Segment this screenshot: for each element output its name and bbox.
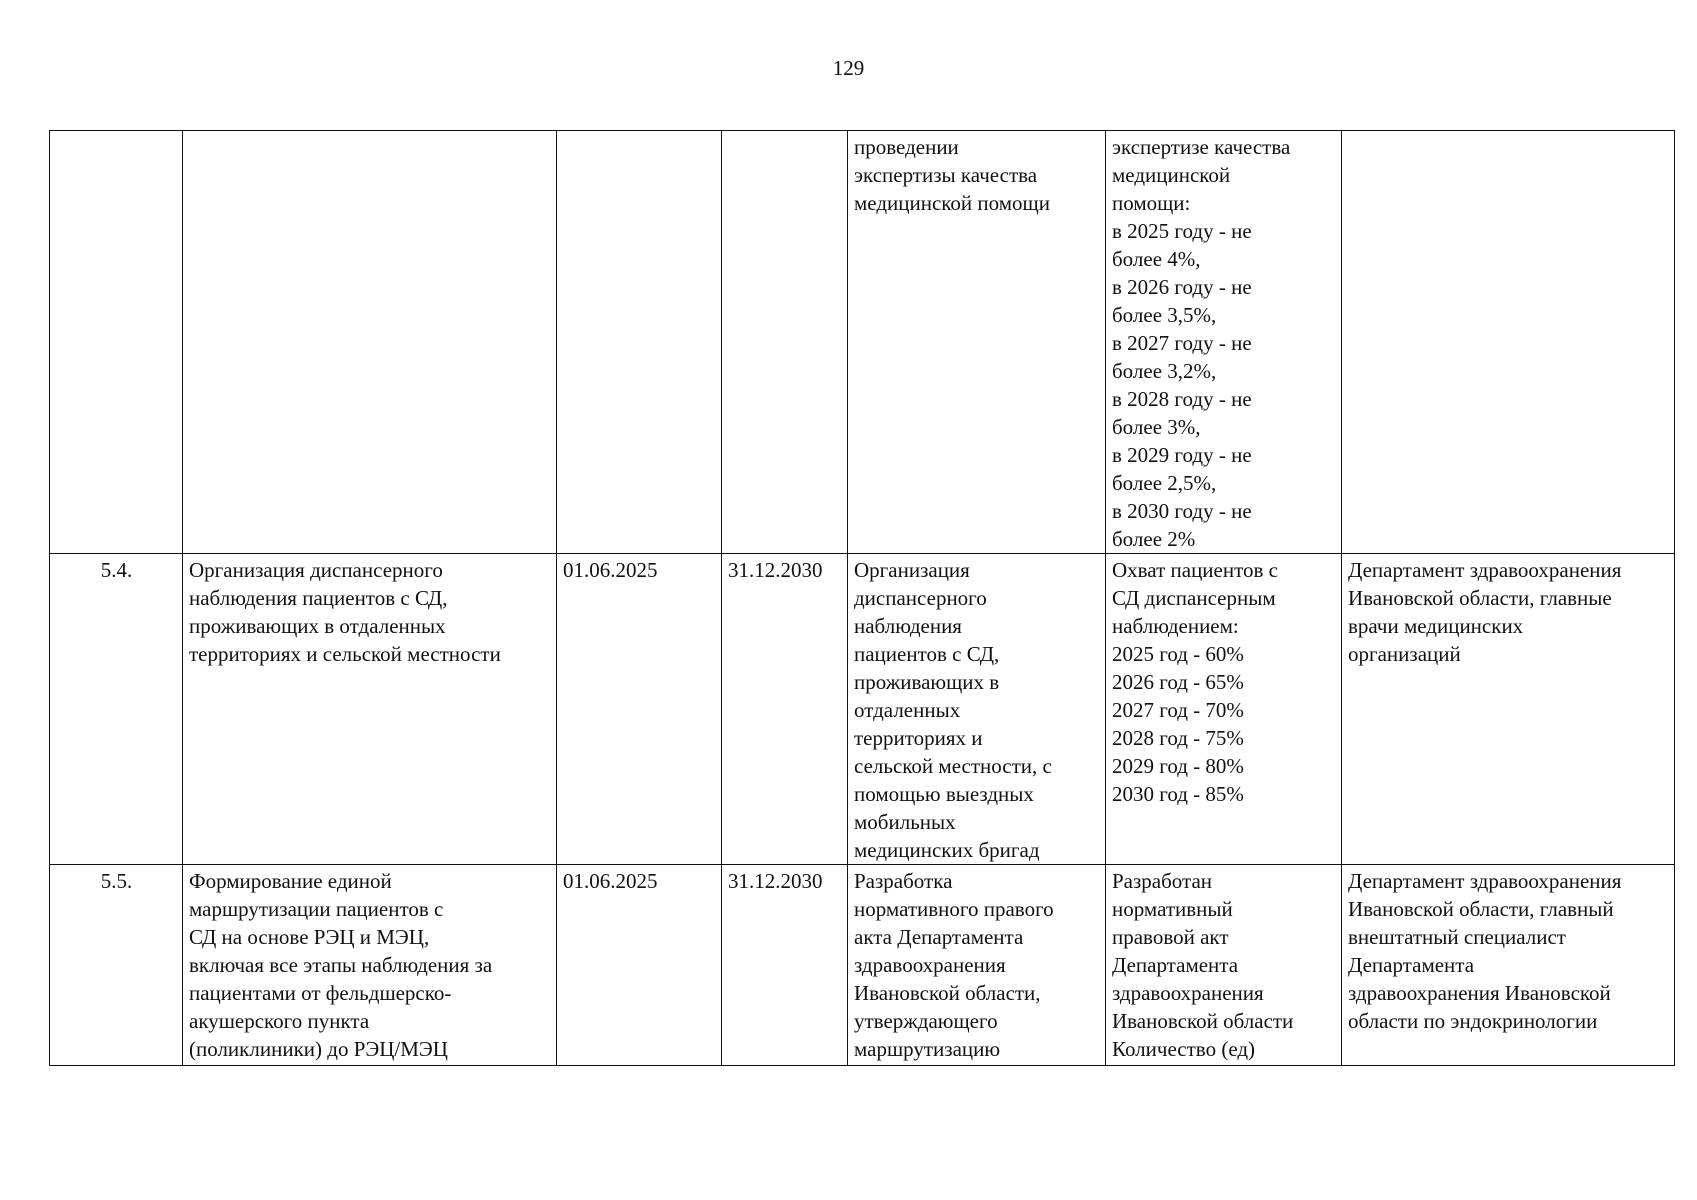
- cell-responsible: [1342, 131, 1675, 554]
- cell-number: 5.5.: [50, 865, 183, 1066]
- cell-expected-result: Организация диспансерного наблюдения пациентов с СД, проживающих в отдаленных территориях и сельской местности, с помощью выездных мобильных медицинских бригад: [848, 554, 1106, 865]
- table-row: [50, 131, 1675, 554]
- cell-end-date: [722, 131, 848, 554]
- cell-indicator: экспертизе качества медицинской помощи: в 2025 году - не более 4%, в 2026 году - не более 3,5%, в 2027 году - не более 3,2%, в 2028 году - не более 3%, в 2029 году - не более 2,5%, в 2030 году - не более 2%: [1106, 131, 1342, 554]
- table-row: [50, 554, 1675, 865]
- cell-measure-name: Формирование единой маршрутизации пациентов с СД на основе РЭЦ и МЭЦ, включая все этапы наблюдения за пациентами от фельдшерско- акушерского пункта (поликлиники) до РЭЦ/МЭЦ: [183, 865, 557, 1066]
- cell-start-date: [557, 131, 722, 554]
- cell-expected-result: проведении экспертизы качества медицинской помощи: [848, 131, 1106, 554]
- page-number: 129: [832, 56, 865, 80]
- measures-table: [49, 130, 1675, 1066]
- cell-start-date: 01.06.2025: [557, 865, 722, 1066]
- cell-number: [50, 131, 183, 554]
- cell-measure-name: Организация диспансерного наблюдения пациентов с СД, проживающих в отдаленных территориях и сельской местности: [183, 554, 557, 865]
- cell-measure-name: [183, 131, 557, 554]
- cell-start-date: 01.06.2025: [557, 554, 722, 865]
- table-row: [50, 865, 1675, 1066]
- cell-responsible: Департамент здравоохранения Ивановской области, главный внештатный специалист Департамента здравоохранения Ивановской области по эндокринологии: [1342, 865, 1675, 1066]
- cell-end-date: 31.12.2030: [722, 865, 848, 1066]
- cell-indicator: Охват пациентов с СД диспансерным наблюдением: 2025 год - 60% 2026 год - 65% 2027 год - 70% 2028 год - 75% 2029 год - 80% 2030 год - 85%: [1106, 554, 1342, 865]
- cell-responsible: Департамент здравоохранения Ивановской области, главные врачи медицинских организаций: [1342, 554, 1675, 865]
- cell-expected-result: Разработка нормативного правого акта Департамента здравоохранения Ивановской области, утверждающего маршрутизацию: [848, 865, 1106, 1066]
- cell-end-date: 31.12.2030: [722, 554, 848, 865]
- cell-number: 5.4.: [50, 554, 183, 865]
- cell-indicator: Разработан нормативный правовой акт Департамента здравоохранения Ивановской области Количество (ед): [1106, 865, 1342, 1066]
